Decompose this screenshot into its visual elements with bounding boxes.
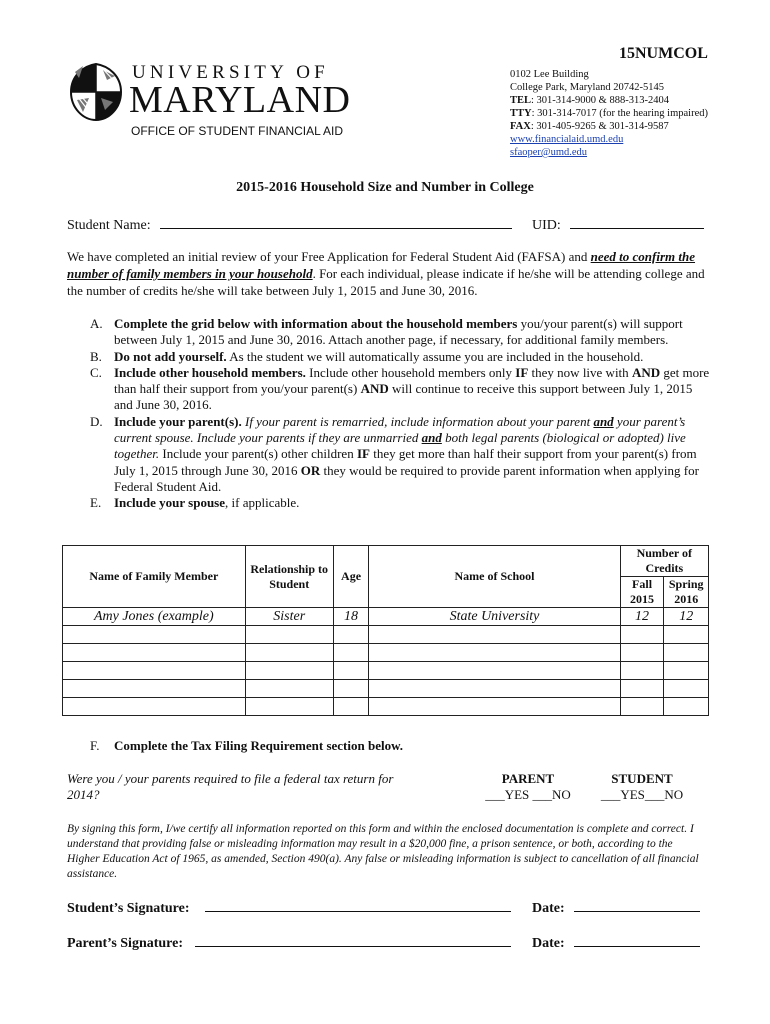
cell-school[interactable] [369, 626, 620, 644]
parent-tax-label: PARENT [501, 771, 555, 786]
cell-age[interactable] [333, 626, 369, 644]
student-tax-options[interactable]: ___YES___NO [600, 787, 684, 802]
household-grid [62, 545, 709, 716]
logo-maryland: MARYLAND [129, 79, 351, 121]
instructions-list [90, 316, 710, 512]
instruction-d: D. Include your parent(s). If your parent is remarried, include information about your parent and your parent’s current spouse. Include your parents if they are unmarried and both legal parents (biological or adopted) live together. Include your parent(s) other children IF they get more than half their support from your parent(s) from July 1, 2015 through June 30, 2016 OR they would be required to provide parent information when applying for Federal Student Aid. [90, 413, 699, 494]
contact-tel: TEL: 301-314-9000 & 888-313-2404 [510, 95, 669, 106]
uid-row [532, 214, 704, 234]
uid-label: UID: [532, 218, 561, 233]
example-age: 18 [333, 608, 369, 626]
student-signature-field[interactable] [205, 897, 511, 912]
cell-school[interactable] [369, 644, 620, 662]
cell-name[interactable] [63, 644, 246, 662]
instruction-c: C. Include other household members. Include other household members only IF they now live with AND get more than half their support from you/your parent(s) AND will continue to receive this support between July 1, 2015 and June 30, 2016. [90, 364, 710, 413]
parent-date-field[interactable] [574, 932, 700, 947]
cell-spring[interactable] [664, 680, 709, 698]
form-title: 2015-2016 Household Size and Number in College [236, 180, 534, 195]
office-name: OFFICE OF STUDENT FINANCIAL AID [131, 124, 344, 138]
student-tax-label: STUDENT [611, 771, 673, 786]
cell-relationship[interactable] [245, 680, 333, 698]
header-credits: Number of Credits [620, 546, 708, 577]
table-row [63, 626, 709, 644]
cell-relationship[interactable] [245, 698, 333, 716]
cell-name[interactable] [63, 626, 246, 644]
uid-field[interactable] [570, 214, 704, 229]
cell-age[interactable] [333, 680, 369, 698]
table-row [63, 662, 709, 680]
cell-spring[interactable] [664, 644, 709, 662]
contact-tty: TTY: 301-314-7017 (for the hearing impaired) [510, 108, 708, 119]
contact-city: College Park, Maryland 20742-5145 [510, 82, 664, 93]
contact-building: 0102 Lee Building [510, 69, 589, 80]
cell-fall[interactable] [620, 698, 664, 716]
tax-question: Were you / your parents required to file a federal tax return for 2014? [67, 771, 394, 802]
cell-spring[interactable] [664, 662, 709, 680]
instruction-a: A. Complete the grid below with information about the household members you/your parent(s) will support between July 1, 2015 and June 30, 2016. Attach another page, if necessary, for additional family members. [90, 316, 683, 348]
example-spring: 12 [664, 608, 709, 626]
parent-tax-block [478, 771, 578, 803]
header-relationship: Relationship to Student [245, 546, 333, 608]
header-fall: Fall 2015 [620, 577, 664, 608]
student-signature-row [67, 897, 511, 917]
cell-name[interactable] [63, 662, 246, 680]
example-fall: 12 [620, 608, 664, 626]
cell-age[interactable] [333, 698, 369, 716]
cell-school[interactable] [369, 680, 620, 698]
parent-signature-label: Parent’s Signature: [67, 936, 184, 951]
cell-fall[interactable] [620, 680, 664, 698]
cell-relationship[interactable] [245, 662, 333, 680]
student-name-row [67, 214, 512, 234]
table-row [63, 698, 709, 716]
student-date-field[interactable] [574, 897, 700, 912]
parent-date-row [532, 932, 700, 952]
header-age: Age [333, 546, 369, 608]
parent-date-label: Date: [532, 936, 565, 951]
example-school: State University [369, 608, 620, 626]
contact-email-link[interactable]: sfaoper@umd.edu [510, 147, 588, 158]
instruction-f: F. Complete the Tax Filing Requirement section below. [90, 738, 404, 753]
example-name: Amy Jones (example) [63, 608, 246, 626]
instruction-e: E. Include your spouse, if applicable. [90, 495, 300, 511]
contact-block [510, 68, 708, 159]
cell-relationship[interactable] [245, 644, 333, 662]
header-spring: Spring 2016 [664, 577, 709, 608]
cell-spring[interactable] [664, 626, 709, 644]
cell-fall[interactable] [620, 662, 664, 680]
table-row [63, 680, 709, 698]
student-signature-label: Student’s Signature: [67, 901, 190, 916]
cell-fall[interactable] [620, 626, 664, 644]
cell-school[interactable] [369, 698, 620, 716]
intro-paragraph: We have completed an initial review of your Free Application for Federal Student Aid (FAFSA) and need to confirm the number of family members in your household. For each individual, please indicate if he/she will be attending college and the number of credits he/she will take between July 1, 2015 and June 30, 2016. [67, 249, 705, 298]
table-row-example [63, 608, 709, 626]
logo-university-of: UNIVERSITY OF [132, 62, 329, 83]
cell-relationship[interactable] [245, 626, 333, 644]
example-relationship: Sister [245, 608, 333, 626]
maryland-seal-icon [69, 62, 123, 122]
cell-name[interactable] [63, 698, 246, 716]
header-family-member: Name of Family Member [63, 546, 246, 608]
student-tax-block [592, 771, 692, 803]
cell-age[interactable] [333, 662, 369, 680]
student-name-label: Student Name: [67, 218, 151, 233]
parent-signature-row [67, 932, 511, 952]
cell-spring[interactable] [664, 698, 709, 716]
student-date-label: Date: [532, 901, 565, 916]
parent-signature-field[interactable] [195, 932, 511, 947]
form-code: 15NUMCOL [619, 45, 708, 62]
cell-school[interactable] [369, 662, 620, 680]
parent-tax-options[interactable]: ___YES ___NO [485, 787, 571, 802]
contact-web-link[interactable]: www.financialaid.umd.edu [510, 134, 624, 145]
cell-fall[interactable] [620, 644, 664, 662]
cell-name[interactable] [63, 680, 246, 698]
student-name-field[interactable] [160, 214, 512, 229]
contact-fax: FAX: 301-405-9265 & 301-314-9587 [510, 121, 669, 132]
certification-statement: By signing this form, I/we certify all information reported on this form and within the enclosed documentation is complete and correct. I understand that providing false or misleading information may result in a $20,000 fine, a prison sentence, or both, according to the Higher Education Act of 1965, as amended, Section 490(a). Any false or misleading information is subject to cancellation of all financial assistance. [67, 823, 699, 880]
header-school: Name of School [369, 546, 620, 608]
cell-age[interactable] [333, 644, 369, 662]
student-date-row [532, 897, 700, 917]
table-row [63, 644, 709, 662]
instruction-b: B. Do not add yourself. As the student we will automatically assume you are included in the household. [90, 348, 644, 364]
